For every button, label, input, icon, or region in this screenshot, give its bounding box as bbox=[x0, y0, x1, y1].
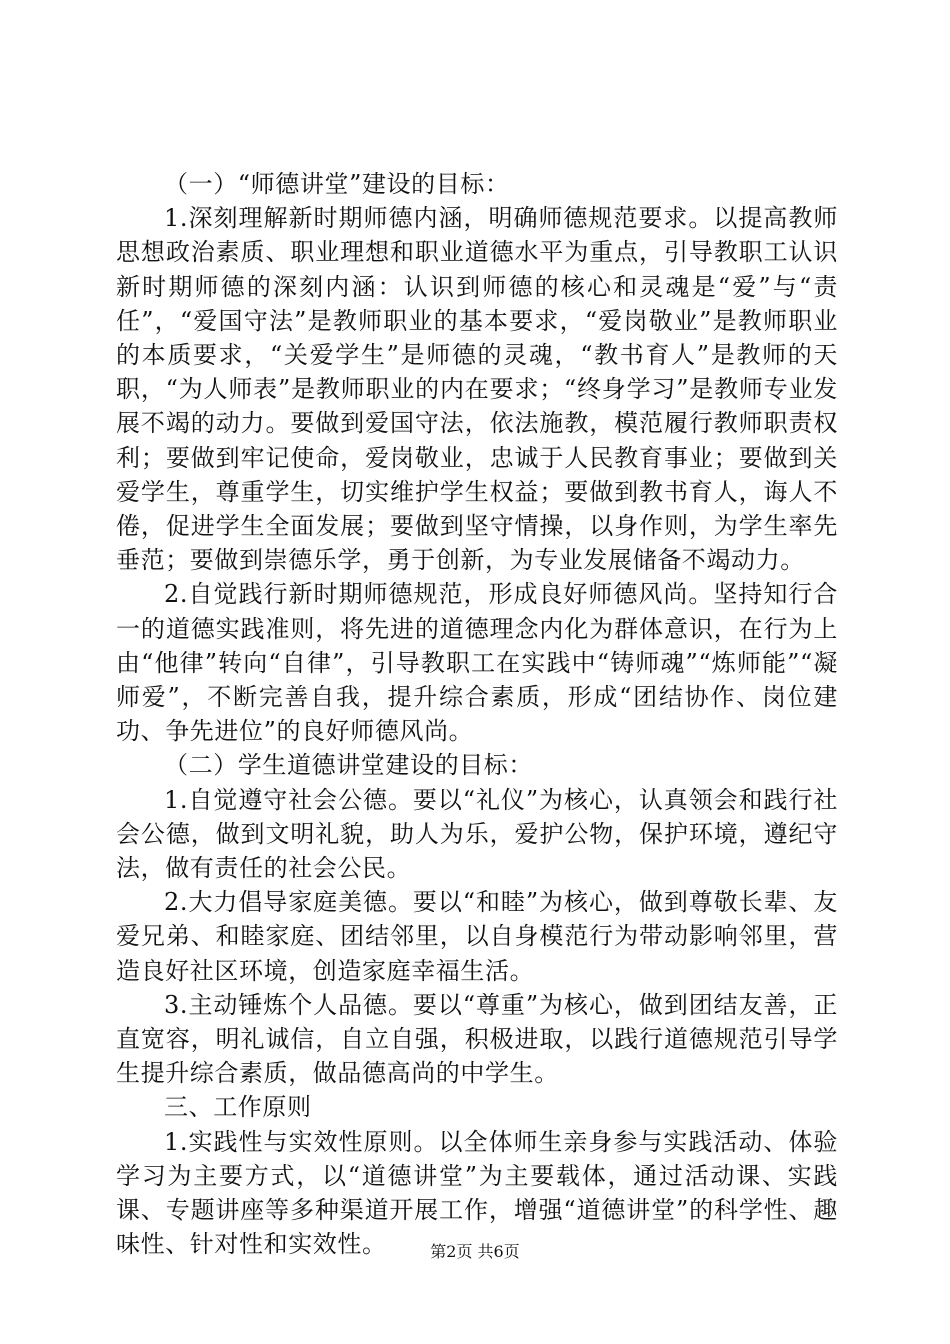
paragraph-student-goal-3: 3.主动锤炼个人品德。要以“尊重”为核心，做到团结友善，正直宽容，明礼诚信，自立自强，积极进取，以践行道德规范引导学生提升综合素质，做品德高尚的中学生。 bbox=[116, 990, 838, 1088]
page-footer: 第2页 共6页 bbox=[430, 1242, 520, 1261]
paragraph-teacher-goal-2: 2.自觉践行新时期师德规范，形成良好师德风尚。坚持知行合一的道德实践准则，将先进的道德理念内化为群体意识，在行为上由“他律”转向“自律”，引导教职工在实践中“铸师魂”“炼师能”“凝师爱”，不断完善自我，提升综合素质，形成“团结协作、岗位建功、争先进位”的良好师德风尚。 bbox=[116, 580, 838, 746]
paragraph-student-goal-2: 2.大力倡导家庭美德。要以“和睦”为核心，做到尊敬长辈、友爱兄弟、和睦家庭、团结邻里，以自身模范行为带动影响邻里，营造良好社区环境，创造家庭幸福生活。 bbox=[116, 888, 838, 985]
paragraph-principle-1: 1.实践性与实效性原则。以全体师生亲身参与实践活动、体验学习为主要方式，以“道德讲堂”为主要载体，通过活动课、实践课、专题讲座等多种渠道开展工作，增强“道德讲堂”的科学性、趣味性、针对性和实效性。 bbox=[116, 1127, 838, 1259]
section-heading-student-goals: （二）学生道德讲堂建设的目标： bbox=[164, 751, 533, 780]
paragraph-teacher-goal-1: 1.深刻理解新时期师德内涵，明确师德规范要求。以提高教师思想政治素质、职业理想和职业道德水平为重点，引导教职工认识新时期师德的深刻内涵：认识到师德的核心和灵魂是“爱”与“责任”，“爱国守法”是教师职业的基本要求，“爱岗敬业”是教师职业的本质要求，“关爱学生”是师德的灵魂，“教书育人”是教师的天职，“为人师表”是教师职业的内在要求；“终身学习”是教师专业发展不竭的动力。要做到爱国守法，依法施教，模范履行教师职责权利；要做到牢记使命，爱岗敬业，忠诚于人民教育事业；要做到关爱学生，尊重学生，切实维护学生权益；要做到教书育人，诲人不倦，促进学生全面发展；要做到坚守情操，以身作则，为学生率先垂范；要做到崇德乐学，勇于创新，为专业发展储备不竭动力。 bbox=[116, 204, 838, 575]
paragraph-student-goal-1: 1.自觉遵守社会公德。要以“礼仪”为核心，认真领会和践行社会公德，做到文明礼貌，助人为乐，爱护公物，保护环境，遵纪守法，做有责任的社会公民。 bbox=[116, 785, 838, 883]
document-body bbox=[116, 167, 838, 1262]
section-heading-teacher-goals: （一）“师德讲堂”建设的目标： bbox=[164, 170, 510, 198]
section-heading-principles: 三、工作原则 bbox=[164, 1093, 312, 1122]
